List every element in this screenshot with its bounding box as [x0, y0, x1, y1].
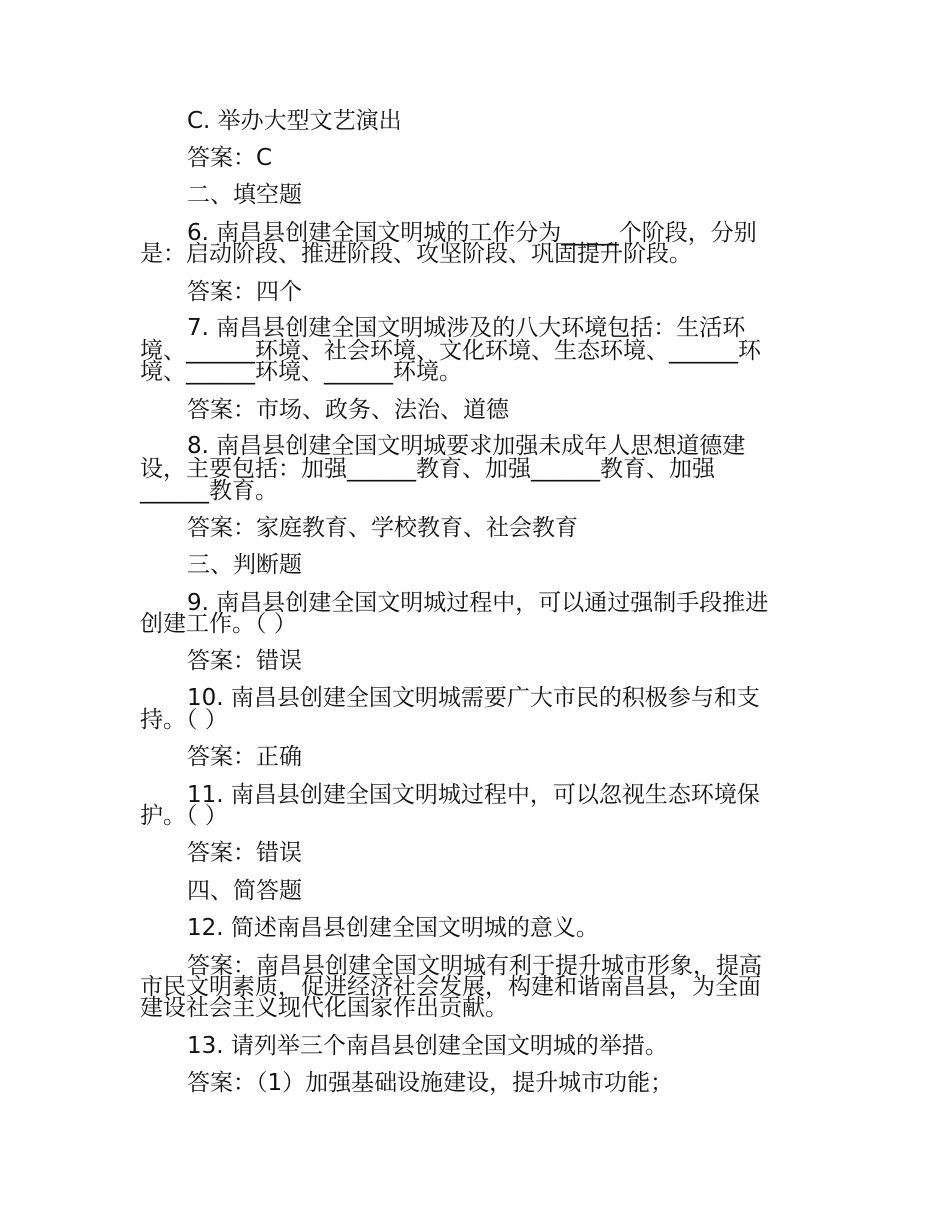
question-8-line-1: 8. 南昌县创建全国文明城要求加强未成年人思想道德建 [187, 433, 746, 459]
answer-9-line: 答案：错误 [187, 648, 302, 674]
question-8-line-3: ______教育。 [140, 478, 278, 504]
answer-7-line: 答案：市场、政务、法治、道德 [187, 397, 509, 423]
question-7-line-3: 境、______环境、______环境。 [140, 359, 462, 385]
section-heading-fill-in: 二、填空题 [187, 182, 302, 208]
question-6-line-2: 是：启动阶段、推进阶段、攻坚阶段、巩固提升阶段。 [140, 241, 692, 267]
answer-8-line: 答案：家庭教育、学校教育、社会教育 [187, 515, 578, 541]
answer-12-line-2: 市民文明素质，促进经济社会发展，构建和谐南昌县，为全面 [140, 974, 761, 1000]
question-8-line-2: 设，主要包括：加强______教育、加强______教育、加强 [140, 456, 715, 482]
question-11-line-2: 护。（ ） [140, 803, 228, 829]
question-10-line-1: 10. 南昌县创建全国文明城需要广大市民的积极参与和支 [187, 685, 760, 711]
question-7-line-1: 7. 南昌县创建全国文明城涉及的八大环境包括：生活环 [187, 315, 746, 341]
answer-10-line: 答案：正确 [187, 744, 302, 770]
option-c-line: C. 举办大型文艺演出 [187, 108, 402, 134]
question-10-line-2: 持。（ ） [140, 707, 228, 733]
question-6-line-1: 6. 南昌县创建全国文明城的工作分为_____个阶段，分别 [187, 220, 757, 246]
question-12-line: 12. 简述南昌县创建全国文明城的意义。 [187, 915, 599, 941]
question-9-line-2: 创建工作。（ ） [140, 611, 297, 637]
section-heading-short-answer: 四、简答题 [187, 878, 302, 904]
question-11-line-1: 11. 南昌县创建全国文明城过程中，可以忽视生态环境保 [187, 782, 760, 808]
answer-12-line-1: 答案：南昌县创建全国文明城有利于提升城市形象，提高 [187, 953, 762, 979]
answer-13-line: 答案：（1）加强基础设施建设，提升城市功能； [187, 1070, 674, 1096]
question-7-line-2: 境、______环境、社会环境、文化环境、生态环境、______环 [140, 338, 761, 364]
question-9-line-1: 9. 南昌县创建全国文明城过程中，可以通过强制手段推进 [187, 590, 769, 616]
answer-line: 答案：C [187, 145, 273, 171]
section-heading-true-false: 三、判断题 [187, 552, 302, 578]
answer-12-line-3: 建设社会主义现代化国家作出贡献。 [140, 995, 508, 1021]
answer-6-line: 答案：四个 [187, 279, 302, 305]
answer-11-line: 答案：错误 [187, 840, 302, 866]
question-13-line: 13. 请列举三个南昌县创建全国文明城的举措。 [187, 1033, 668, 1059]
